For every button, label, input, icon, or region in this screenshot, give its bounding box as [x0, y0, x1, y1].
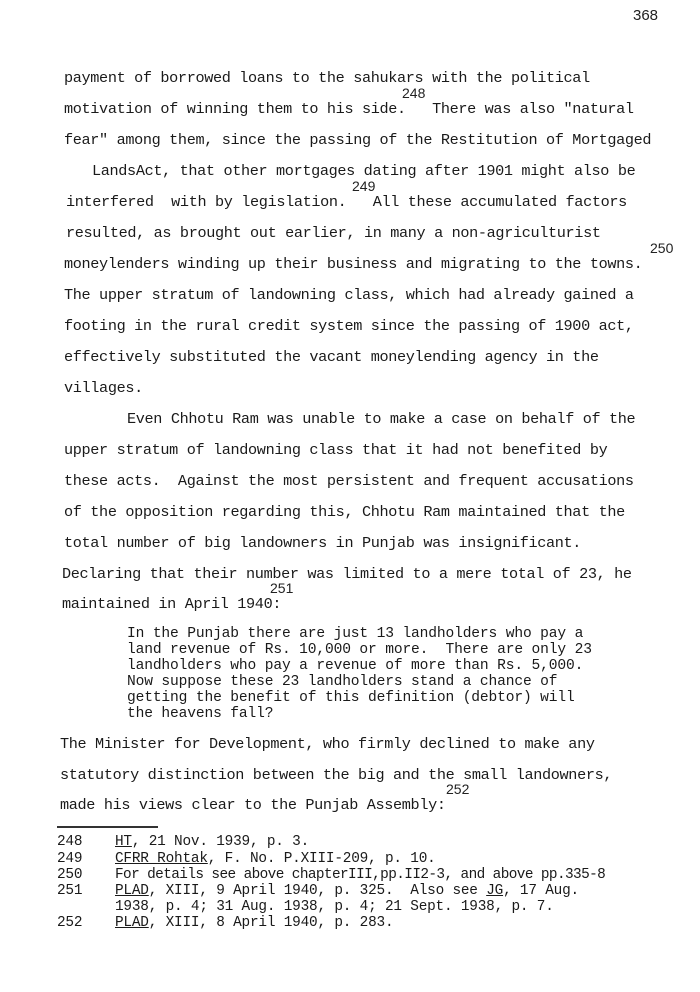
body-line: of the opposition regarding this, Chhotu Ram maintained that the: [64, 503, 625, 521]
footnote-source: CFRR Rohtak: [115, 851, 208, 867]
footnote-separator: [57, 826, 158, 828]
footnote-number: 251: [57, 883, 83, 899]
footnote-number: 250: [57, 867, 83, 883]
footnote-number: 252: [57, 915, 83, 931]
footnote-number: 249: [57, 851, 83, 867]
body-line: interfered with by legislation. All these accumulated factors: [66, 193, 627, 211]
body-line: motivation of winning them to his side. There was also "natural: [64, 100, 634, 118]
footnote-marker-249: 249: [352, 178, 376, 194]
quote-line: landholders who pay a revenue of more than Rs. 5,000.: [127, 658, 584, 674]
body-line: fear" among them, since the passing of the Restitution of Mortgaged: [64, 131, 652, 149]
footnote-source: PLAD: [115, 915, 149, 931]
body-line: total number of big landowners in Punjab was insignificant.: [64, 534, 582, 552]
footnote-marker-251: 251: [270, 580, 294, 596]
footnote-source: JG: [486, 883, 504, 899]
footnote-text: [115, 852, 436, 867]
footnote-text: [115, 884, 579, 899]
footnote-citation: For details see above chapterIII,pp.II2-3, and above pp.335-8: [115, 867, 606, 883]
quote-line: getting the benefit of this definition (debtor) will: [127, 690, 575, 706]
body-line: The upper stratum of landowning class, which had already gained a: [64, 286, 634, 304]
footnote-citation: , F. No. P.XIII-209, p. 10.: [207, 851, 436, 867]
body-line: statutory distinction between the big and the small landowners,: [60, 766, 613, 784]
footnote-source: PLAD: [115, 883, 149, 899]
page-number: 368: [633, 7, 659, 24]
footnote-citation: , XIII, 8 April 1940, p. 283.: [148, 915, 394, 931]
body-line: made his views clear to the Punjab Assembly:: [60, 796, 446, 814]
footnote-citation: , XIII, 9 April 1940, p. 325. Also see: [148, 883, 487, 899]
body-line: LandsAct, that other mortgages dating after 1901 might also be: [92, 162, 636, 180]
footnote-continuation: 1938, p. 4; 31 Aug. 1938, p. 4; 21 Sept. 1938, p. 7.: [115, 899, 554, 915]
quote-line: Now suppose these 23 landholders stand a chance of: [127, 674, 558, 690]
body-line: resulted, as brought out earlier, in many a non-agriculturist: [66, 224, 601, 242]
footnote-text: [115, 835, 309, 850]
body-line: moneylenders winding up their business and migrating to the towns.: [64, 255, 643, 273]
body-line: The Minister for Development, who firmly declined to make any: [60, 735, 595, 753]
body-line: footing in the rural credit system since the passing of 1900 act,: [64, 317, 634, 335]
body-line: upper stratum of landowning class that it had not benefited by: [64, 441, 608, 459]
body-line: Even Chhotu Ram was unable to make a case on behalf of the: [127, 410, 636, 428]
footnote-text: [115, 916, 393, 931]
body-line: payment of borrowed loans to the sahukars with the political: [64, 69, 590, 87]
body-line: villages.: [64, 379, 143, 397]
quote-line: In the Punjab there are just 13 landholders who pay a: [127, 626, 584, 642]
body-line: Declaring that their number was limited to a mere total of 23, he: [62, 565, 632, 583]
footnote-number: 248: [57, 834, 83, 850]
footnote-citation: , 21 Nov. 1939, p. 3.: [131, 834, 310, 850]
footnote-marker-248: 248: [402, 85, 426, 101]
body-line: maintained in April 1940:: [62, 595, 282, 613]
quote-line: land revenue of Rs. 10,000 or more. There are only 23: [127, 642, 592, 658]
body-line: these acts. Against the most persistent and frequent accusations: [64, 472, 634, 490]
quote-line: the heavens fall?: [127, 706, 274, 722]
footnote-marker-250: 250: [650, 240, 674, 256]
footnote-marker-252: 252: [446, 781, 470, 797]
footnote-citation: , 17 Aug.: [503, 883, 579, 899]
body-line: effectively substituted the vacant moneylending agency in the: [64, 348, 599, 366]
footnote-source: HT: [115, 834, 132, 850]
